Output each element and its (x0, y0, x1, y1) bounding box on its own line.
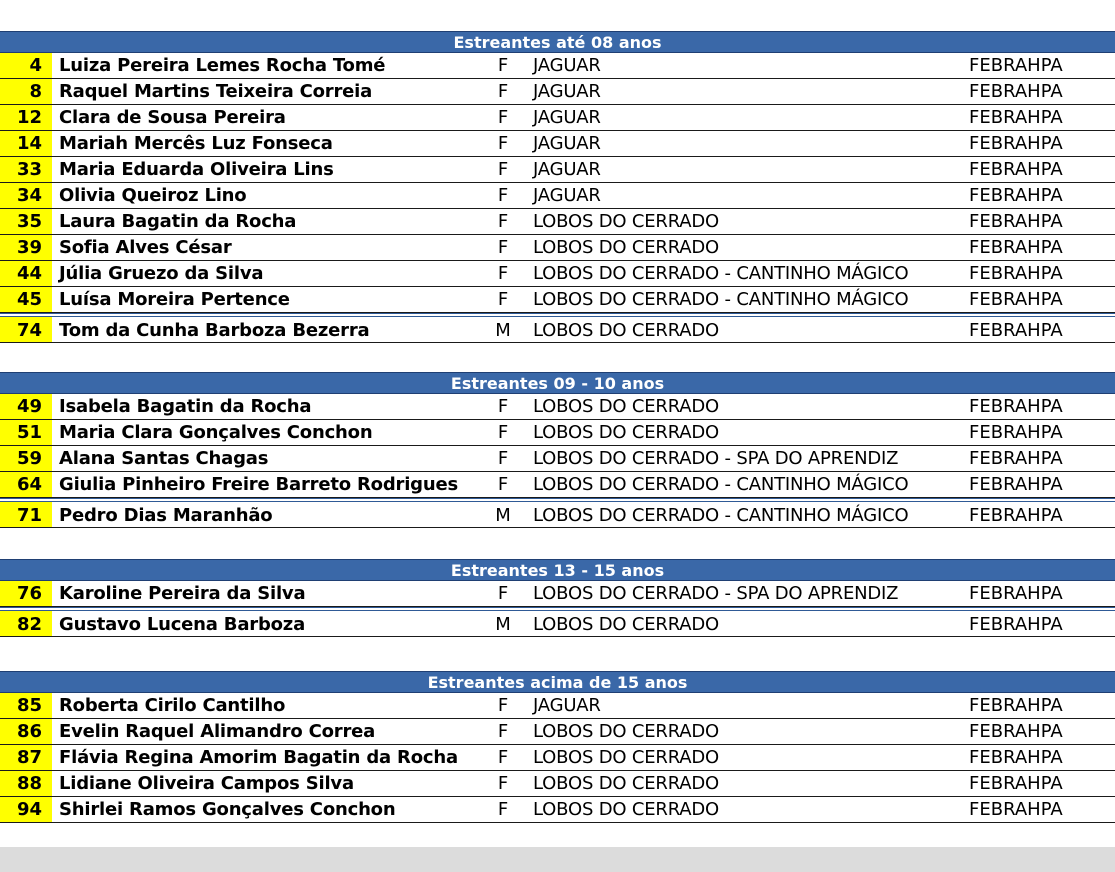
federation: FEBRAHPA (969, 799, 1063, 820)
club-name: LOBOS DO CERRADO - CANTINHO MÁGICO (533, 263, 909, 284)
athlete-name: Luiza Pereira Lemes Rocha Tomé (59, 55, 386, 76)
federation: FEBRAHPA (969, 320, 1063, 341)
athlete-name: Mariah Mercês Luz Fonseca (59, 133, 333, 154)
bib-number: 85 (0, 693, 52, 718)
federation: FEBRAHPA (969, 396, 1063, 417)
federation: FEBRAHPA (969, 614, 1063, 635)
federation: FEBRAHPA (969, 81, 1063, 102)
federation: FEBRAHPA (969, 583, 1063, 604)
athlete-sex: F (497, 695, 509, 716)
club-name: LOBOS DO CERRADO (533, 211, 720, 232)
athlete-name: Júlia Gruezo da Silva (59, 263, 264, 284)
athlete-sex: F (497, 107, 509, 128)
athlete-sex: F (497, 422, 509, 443)
category-section (0, 31, 1115, 343)
table-row (0, 420, 1115, 446)
athlete-name: Evelin Raquel Alimandro Correa (59, 721, 376, 742)
bib-number: 34 (0, 183, 52, 208)
athlete-sex: F (497, 237, 509, 258)
table-row (0, 719, 1115, 745)
athlete-name: Olivia Queiroz Lino (59, 185, 247, 206)
bib-number: 71 (0, 502, 52, 527)
federation: FEBRAHPA (969, 474, 1063, 495)
table-row (0, 79, 1115, 105)
table-row (0, 446, 1115, 472)
club-name: LOBOS DO CERRADO (533, 237, 720, 258)
table-row (0, 157, 1115, 183)
bib-number: 14 (0, 131, 52, 156)
club-name: LOBOS DO CERRADO (533, 614, 720, 635)
category-title: Estreantes 09 - 10 anos (0, 372, 1115, 394)
table-row (0, 693, 1115, 719)
athlete-name: Gustavo Lucena Barboza (59, 614, 306, 635)
bib-number: 8 (0, 79, 52, 104)
athlete-sex: F (497, 583, 509, 604)
table-row (0, 498, 1115, 528)
bib-number: 12 (0, 105, 52, 130)
table-row (0, 183, 1115, 209)
club-name: LOBOS DO CERRADO - CANTINHO MÁGICO (533, 474, 909, 495)
bib-number: 45 (0, 287, 52, 312)
federation: FEBRAHPA (969, 55, 1063, 76)
athlete-sex: F (497, 133, 509, 154)
table-row (0, 261, 1115, 287)
table-row (0, 209, 1115, 235)
athlete-name: Roberta Cirilo Cantilho (59, 695, 286, 716)
bib-number: 87 (0, 745, 52, 770)
table-row (0, 581, 1115, 607)
federation: FEBRAHPA (969, 695, 1063, 716)
bib-number: 76 (0, 581, 52, 606)
athlete-name: Karoline Pereira da Silva (59, 583, 306, 604)
federation: FEBRAHPA (969, 422, 1063, 443)
club-name: LOBOS DO CERRADO - CANTINHO MÁGICO (533, 505, 909, 526)
athlete-name: Tom da Cunha Barboza Bezerra (59, 320, 370, 341)
athlete-name: Luísa Moreira Pertence (59, 289, 290, 310)
federation: FEBRAHPA (969, 721, 1063, 742)
federation: FEBRAHPA (969, 289, 1063, 310)
bib-number: 4 (0, 53, 52, 78)
athlete-sex: F (497, 55, 509, 76)
table-row (0, 287, 1115, 313)
category-title: Estreantes até 08 anos (0, 31, 1115, 53)
federation: FEBRAHPA (969, 505, 1063, 526)
club-name: LOBOS DO CERRADO (533, 721, 720, 742)
table-row (0, 313, 1115, 343)
club-name: JAGUAR (533, 55, 601, 76)
athlete-sex: M (495, 614, 511, 635)
club-name: LOBOS DO CERRADO (533, 422, 720, 443)
federation: FEBRAHPA (969, 133, 1063, 154)
athlete-name: Giulia Pinheiro Freire Barreto Rodrigues (59, 474, 458, 495)
athlete-sex: F (497, 396, 509, 417)
bib-number: 59 (0, 446, 52, 471)
federation: FEBRAHPA (969, 237, 1063, 258)
club-name: LOBOS DO CERRADO - CANTINHO MÁGICO (533, 289, 909, 310)
table-row (0, 235, 1115, 261)
table-row (0, 394, 1115, 420)
category-section (0, 372, 1115, 528)
bib-number: 94 (0, 797, 52, 822)
club-name: LOBOS DO CERRADO (533, 799, 720, 820)
club-name: JAGUAR (533, 133, 601, 154)
club-name: JAGUAR (533, 81, 601, 102)
table-row (0, 771, 1115, 797)
club-name: LOBOS DO CERRADO (533, 396, 720, 417)
athlete-sex: F (497, 721, 509, 742)
category-title: Estreantes 13 - 15 anos (0, 559, 1115, 581)
table-row (0, 105, 1115, 131)
club-name: LOBOS DO CERRADO - SPA DO APRENDIZ (533, 583, 899, 604)
bib-number: 51 (0, 420, 52, 445)
athlete-name: Sofia Alves César (59, 237, 232, 258)
club-name: JAGUAR (533, 159, 601, 180)
athlete-name: Shirlei Ramos Gonçalves Conchon (59, 799, 396, 820)
athlete-sex: F (497, 263, 509, 284)
athlete-sex: F (497, 81, 509, 102)
table-row (0, 53, 1115, 79)
federation: FEBRAHPA (969, 747, 1063, 768)
athlete-name: Maria Clara Gonçalves Conchon (59, 422, 373, 443)
table-row (0, 131, 1115, 157)
bib-number: 86 (0, 719, 52, 744)
athlete-sex: F (497, 747, 509, 768)
bib-number: 64 (0, 472, 52, 497)
bib-number: 82 (0, 611, 52, 636)
club-name: LOBOS DO CERRADO - SPA DO APRENDIZ (533, 448, 899, 469)
federation: FEBRAHPA (969, 773, 1063, 794)
athlete-sex: F (497, 211, 509, 232)
club-name: LOBOS DO CERRADO (533, 320, 720, 341)
bib-number: 88 (0, 771, 52, 796)
club-name: LOBOS DO CERRADO (533, 773, 720, 794)
athlete-name: Maria Eduarda Oliveira Lins (59, 159, 334, 180)
athlete-sex: F (497, 773, 509, 794)
athlete-name: Pedro Dias Maranhão (59, 505, 273, 526)
club-name: JAGUAR (533, 185, 601, 206)
footer-band (0, 847, 1115, 872)
bib-number: 74 (0, 317, 52, 342)
athlete-sex: F (497, 159, 509, 180)
bib-number: 33 (0, 157, 52, 182)
athlete-name: Lidiane Oliveira Campos Silva (59, 773, 354, 794)
federation: FEBRAHPA (969, 159, 1063, 180)
category-section (0, 559, 1115, 637)
federation: FEBRAHPA (969, 448, 1063, 469)
athlete-name: Raquel Martins Teixeira Correia (59, 81, 373, 102)
club-name: LOBOS DO CERRADO (533, 747, 720, 768)
federation: FEBRAHPA (969, 185, 1063, 206)
federation: FEBRAHPA (969, 211, 1063, 232)
athlete-sex: M (495, 505, 511, 526)
athlete-sex: F (497, 799, 509, 820)
athlete-sex: F (497, 448, 509, 469)
athlete-sex: F (497, 474, 509, 495)
club-name: JAGUAR (533, 695, 601, 716)
bib-number: 39 (0, 235, 52, 260)
table-row (0, 607, 1115, 637)
athlete-name: Laura Bagatin da Rocha (59, 211, 297, 232)
athlete-name: Alana Santas Chagas (59, 448, 269, 469)
club-name: JAGUAR (533, 107, 601, 128)
athlete-sex: F (497, 289, 509, 310)
table-row (0, 472, 1115, 498)
table-row (0, 745, 1115, 771)
category-section (0, 671, 1115, 823)
bib-number: 44 (0, 261, 52, 286)
bib-number: 35 (0, 209, 52, 234)
table-row (0, 797, 1115, 823)
bib-number: 49 (0, 394, 52, 419)
athlete-sex: F (497, 185, 509, 206)
federation: FEBRAHPA (969, 263, 1063, 284)
federation: FEBRAHPA (969, 107, 1063, 128)
athlete-name: Isabela Bagatin da Rocha (59, 396, 312, 417)
athlete-name: Clara de Sousa Pereira (59, 107, 286, 128)
athlete-name: Flávia Regina Amorim Bagatin da Rocha (59, 747, 458, 768)
athlete-sex: M (495, 320, 511, 341)
category-title: Estreantes acima de 15 anos (0, 671, 1115, 693)
